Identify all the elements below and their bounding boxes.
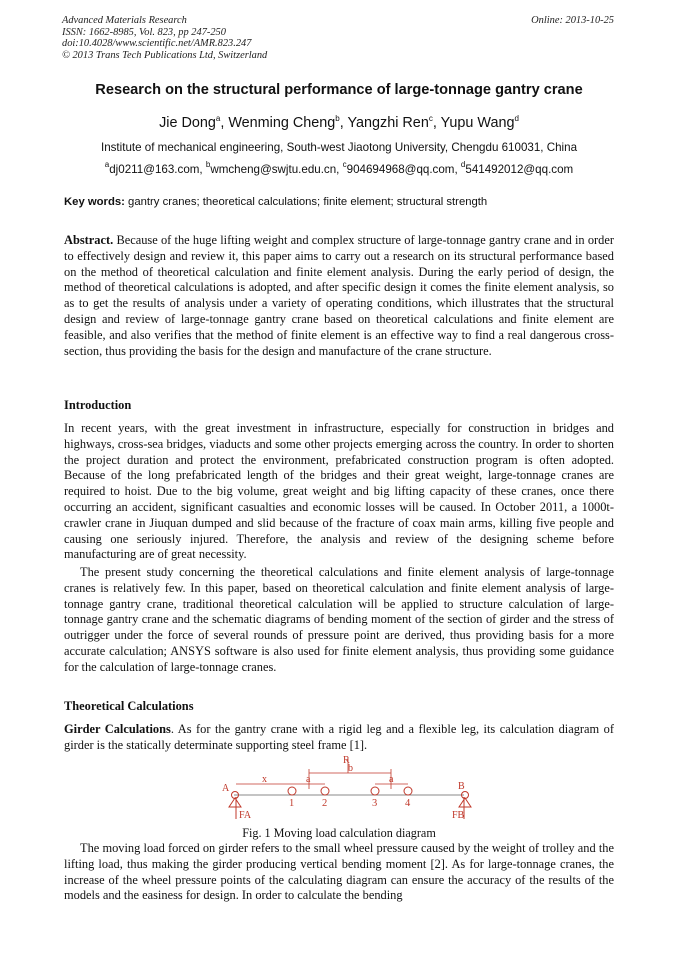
- moving-load-diagram: [214, 755, 484, 825]
- girder-paragraph: [64, 722, 614, 754]
- email-sup: b: [205, 160, 211, 169]
- label-x: x: [262, 774, 267, 785]
- wheel-2: [321, 787, 329, 795]
- online-date: Online: 2013-10-25: [531, 15, 614, 26]
- author-sup: a: [215, 114, 221, 123]
- body-paragraph-3: The moving load forced on girder refers to the small wheel pressure caused by the weight of trolley and the lifting load, thus making the girder producing vertical bending moment [2]. As for large-tonnage cranes, the increase of the wheel pressure points of the calculating diagram can ensure the accuracy of the results of the models and the easiness for design. In order to calculate the bending: [64, 841, 614, 903]
- girder-label: Girder Calculations: [64, 722, 171, 736]
- author-name: Wenming Cheng: [228, 115, 336, 131]
- copyright-line: © 2013 Trans Tech Publications Ltd, Switzerland: [62, 50, 268, 62]
- wheel-3: [371, 787, 379, 795]
- author-name: Yangzhi Ren: [347, 115, 429, 131]
- email-link[interactable]: 541492012@qq.com: [465, 163, 574, 176]
- label-b-dim: b: [348, 763, 353, 774]
- abstract-label: Abstract.: [64, 233, 114, 247]
- label-fa: FA: [239, 810, 252, 821]
- girder-text: . As for the gantry crane with a rigid leg and a flexible leg, its calculation diagram of girder is the statically determinate supporting steel frame [1].: [64, 722, 615, 752]
- email-list: [0, 160, 678, 176]
- label-b: B: [458, 781, 465, 792]
- author-name: Yupu Wang: [440, 115, 515, 131]
- author-list: Jie Dong$^a$, Wenming Cheng$^b$, Yangzhi Ren$^c$, Yupu Wang$^d$: [159, 114, 519, 131]
- email-link[interactable]: wmcheng@swjtu.edu.cn,: [210, 163, 340, 176]
- keywords-label: Key words:: [64, 196, 125, 208]
- email-sup: d: [460, 160, 466, 169]
- paper-title: Research on the structural performance of large-tonnage gantry crane: [95, 82, 583, 98]
- author-sup: b: [335, 114, 340, 123]
- intro-paragraph-1: In recent years, with the great investment in infrastructure, especially for construction in bridges and highways, cross-sea bridges, viaducts and some other projects emerging across the country. In order to shorten the project duration and protect the environment, prefabricated construction program is often adopted. Because of the long prefabricated length of the bridges and their great weight, large-tonnage cranes are required to hoist. Due to the big volume, great weight and big lifting capacity of these cranes, once there occurring an accident, significant casualties and economic losses will be caused. In October 2011, a 1000t-crawler crane in Jiuquan dumped and slid because of the fracture of coax main arms, killing five people and causing one seriously injured. Therefore, the analysis and review of the designing scheme before manufacturing are of great necessity.: [64, 421, 614, 562]
- author-sup: d: [514, 114, 519, 123]
- journal-name: Advanced Materials Research: [62, 15, 187, 26]
- label-a-left: a: [306, 774, 311, 785]
- journal-meta: [62, 15, 267, 62]
- section-heading-theory: Theoretical Calculations: [64, 699, 194, 713]
- wheel-label-2: 2: [322, 798, 328, 809]
- issn-line: ISSN: 1662-8985, Vol. 823, pp 247-250: [62, 26, 226, 38]
- abstract-text: Because of the huge lifting weight and complex structure of large-tonnage gantry crane and in order to effectively design and review it, this paper aims to carry out a research on its structural performance based on the method of theoretical calculation and finite element analysis. During the early period of design, the method of theoretical calculations is adopted, and after specific design it comes the finite element analysis, so as to get the results of analysis under a variety of operating conditions, which illustrates that the structural design and review of large-tonnage gantry crane based on theoretical calculations and finite element are feasible, and also verifies that the method of finite element is an effective way to find a real dangerous cross-section, thus providing the basis for the design and manufacture of the crane structure.: [64, 233, 614, 358]
- wheel-label-3: 3: [372, 798, 378, 809]
- affiliation: Institute of mechanical engineering, South-west Jiaotong University, Chengdu 610031, China: [100, 141, 578, 154]
- author-sup: c: [428, 114, 433, 123]
- email-link[interactable]: dj0211@163.com,: [109, 163, 203, 176]
- author-name: Jie Dong: [159, 115, 216, 131]
- support-b-triangle: [459, 798, 471, 807]
- wheel-4: [404, 787, 412, 795]
- figure-caption: Fig. 1 Moving load calculation diagram: [242, 826, 436, 840]
- section-heading-introduction: Introduction: [64, 398, 132, 412]
- label-a: A: [222, 783, 230, 794]
- intro-paragraph-2: The present study concerning the theoretical calculations and finite element analysis of large-tonnage cranes is relatively few. In this paper, based on theoretical calculation and finite element analysis of large-tonnage gantry crane, traditional theoretical calculation will be applied to structure calculation of large-tonnage gantry crane and the schematic diagrams of bending moment of the section of girder and the stress of outrigger under the force of several rounds of pressure point are derived, thus providing basis for a more accurate calculation; ANSYS software is also used for finite element analysis, thus providing some guidance for the calculation of large-tonnage cranes.: [64, 565, 614, 674]
- label-a-right: a: [389, 774, 394, 785]
- abstract: [64, 233, 614, 359]
- email-sup: c: [342, 160, 347, 169]
- label-fb: FB: [452, 810, 465, 821]
- email-link[interactable]: 904694968@qq.com,: [346, 163, 458, 176]
- doi-line: doi:10.4028/www.scientific.net/AMR.823.247: [62, 38, 252, 50]
- keywords: [64, 196, 487, 208]
- wheel-label-1: 1: [289, 798, 295, 809]
- label-r: R: [343, 755, 350, 766]
- wheel-1: [288, 787, 296, 795]
- support-a-triangle: [229, 798, 241, 807]
- wheel-label-4: 4: [405, 798, 411, 809]
- keywords-text: gantry cranes; theoretical calculations; finite element; structural strength: [124, 196, 488, 208]
- email-sup: a: [104, 160, 110, 169]
